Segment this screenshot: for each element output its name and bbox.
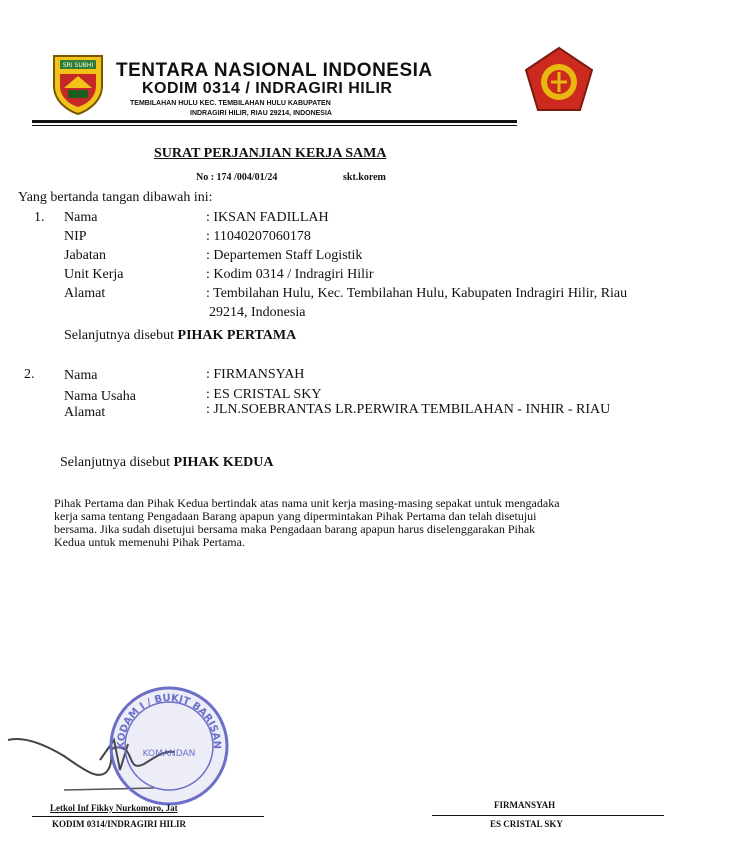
party2-label-usaha: Nama Usaha: [64, 389, 136, 404]
party2-called-name: PIHAK KEDUA: [173, 455, 274, 470]
party1-called: [64, 327, 296, 345]
left-signer-name: Letkol Inf Fikky Nurkomoro, Jat: [50, 803, 178, 813]
party1-value-nama: : IKSAN FADILLAH: [206, 210, 329, 225]
header-line-3: TEMBILAHAN HULU KEC. TEMBILAHAN HULU KABUPATEN: [130, 100, 331, 107]
header-rule-thin: [32, 125, 517, 126]
body-line: kerja sama tentang Pengadaan Barang apapun yang dipermintakan Pihak Pertama dan telah disetujui: [54, 509, 537, 523]
official-stamp: [104, 684, 234, 808]
right-signer-title: ES CRISTAL SKY: [490, 819, 563, 829]
svg-text:SRI SUBHI: SRI SUBHI: [62, 62, 94, 69]
party1-called-name: PIHAK PERTAMA: [177, 328, 297, 343]
header-line-4: INDRAGIRI HILIR, RIAU 29214, INDONESIA: [190, 110, 332, 117]
header-line-2: KODIM 0314 / INDRAGIRI HILIR: [142, 80, 393, 97]
intro-text: Yang bertanda tangan dibawah ini:: [18, 190, 213, 205]
document-number: No : 174 /004/01/24: [196, 172, 278, 183]
stamp-text-top: KODAM I / BUKIT BARISAN: [115, 692, 223, 750]
document-title: SURAT PERJANJIAN KERJA SAMA: [154, 146, 387, 161]
body-line: bersama. Jika sudah disetujui bersama maka Pengadaan barang apapun harus diselenggarakan Pihak: [54, 522, 536, 536]
document-code: skt.korem: [343, 172, 386, 183]
right-signature-line: [432, 815, 664, 816]
party2-called: [60, 454, 274, 472]
party1-label-nip: NIP: [64, 229, 87, 244]
header-rule-thick: [32, 120, 517, 123]
left-signature-line: [32, 816, 264, 817]
body-line: Pihak Pertama dan Pihak Kedua bertindak atas nama unit kerja masing-masing sepakat untuk mengadaka: [54, 496, 560, 510]
party2-label-alamat: Alamat: [64, 405, 106, 420]
party1-value-jabatan: : Departemen Staff Logistik: [206, 248, 363, 263]
kodim-shield-emblem: [50, 52, 106, 116]
party2-value-usaha: : ES CRISTAL SKY: [206, 387, 322, 402]
party2-called-prefix: Selanjutnya disebut: [60, 455, 171, 470]
tni-pentagon-emblem: [524, 46, 594, 112]
header-line-1: TENTARA NASIONAL INDONESIA: [116, 60, 433, 81]
party2-value-nama: : FIRMANSYAH: [206, 367, 305, 382]
party1-value-unit: : Kodim 0314 / Indragiri Hilir: [206, 267, 374, 282]
party1-index: 1.: [34, 210, 45, 225]
party2-value-alamat: : JLN.SOEBRANTAS LR.PERWIRA TEMBILAHAN - INHIR - RIAU: [206, 402, 611, 417]
party1-value-alamat: : Tembilahan Hulu, Kec. Tembilahan Hulu, Kabupaten Indragiri Hilir, Riau: [206, 286, 628, 301]
party1-label-jabatan: Jabatan: [64, 248, 106, 263]
body-line: Kedua untuk memenuhi Pihak Pertama.: [54, 535, 245, 549]
party1-called-prefix: Selanjutnya disebut: [64, 328, 175, 343]
party1-label-nama: Nama: [64, 210, 98, 225]
party1-label-unit: Unit Kerja: [64, 267, 124, 282]
party2-label-nama: Nama: [64, 368, 98, 383]
left-signer-title: KODIM 0314/INDRAGIRI HILIR: [52, 819, 187, 829]
party1-value-alamat-cont: 29214, Indonesia: [209, 305, 306, 320]
right-signer-name: FIRMANSYAH: [494, 800, 556, 810]
party2-index: 2.: [24, 367, 35, 382]
stamp-text-mid: KOMANDAN: [142, 749, 196, 759]
party1-value-nip: : 11040207060178: [206, 229, 311, 244]
party1-label-alamat: Alamat: [64, 286, 106, 301]
body-paragraph: [54, 497, 750, 549]
